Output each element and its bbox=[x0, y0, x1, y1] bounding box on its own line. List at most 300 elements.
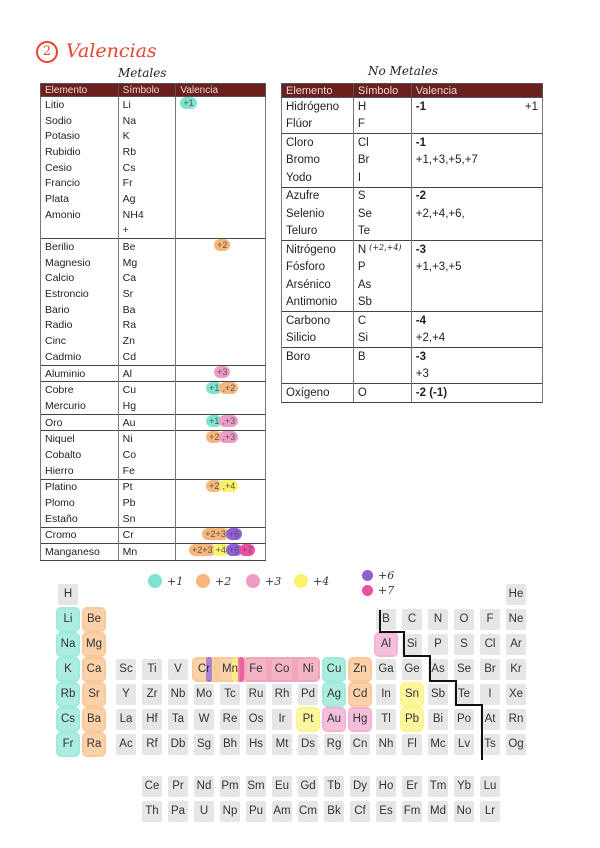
element-name: Hierro bbox=[41, 463, 119, 479]
nonmetal-row bbox=[282, 223, 543, 241]
element-cell: Ne bbox=[506, 609, 526, 630]
symbol-text: As bbox=[357, 278, 372, 291]
element-symbol: Sn bbox=[118, 511, 176, 527]
element-symbol: Na bbox=[118, 113, 176, 129]
valence-value bbox=[411, 259, 542, 277]
valence-value bbox=[411, 134, 542, 152]
element-cell: No bbox=[454, 801, 474, 822]
col-valencia: Valencia bbox=[411, 84, 542, 98]
valence-value: +3 bbox=[214, 366, 230, 378]
element-symbol: Al bbox=[118, 365, 176, 382]
element-cell: Gd bbox=[298, 776, 318, 797]
valence-text: +3 bbox=[415, 368, 429, 381]
element-cell: Bh bbox=[220, 734, 240, 755]
element-symbol bbox=[353, 241, 411, 259]
element-cell: Es bbox=[376, 801, 396, 822]
valence-cell bbox=[176, 365, 266, 382]
element-name: Radio bbox=[41, 318, 119, 334]
element-cell: Th bbox=[142, 801, 162, 822]
metals-subtitle: Metales bbox=[118, 66, 167, 80]
element-cell: Cs bbox=[58, 709, 78, 730]
element-cell: Rn bbox=[506, 709, 526, 730]
valence-text: -4 bbox=[415, 314, 427, 327]
element-name: Oro bbox=[41, 414, 119, 431]
element-symbol: Pt bbox=[118, 479, 176, 495]
symbol-text: O bbox=[357, 386, 367, 399]
element-name: Arsénico bbox=[282, 276, 354, 294]
valence-text: +1,+3,+5 bbox=[415, 261, 462, 274]
element-cell: Mo bbox=[194, 684, 214, 705]
element-cell: Pr bbox=[168, 776, 188, 797]
element-cell: Ag bbox=[324, 684, 344, 705]
valence-value bbox=[411, 169, 542, 187]
element-cell: Ce bbox=[142, 776, 162, 797]
element-cell: Fr bbox=[58, 734, 78, 755]
element-symbol bbox=[353, 366, 411, 384]
element-cell: Pm bbox=[220, 776, 240, 797]
element-cell: Cr bbox=[194, 659, 214, 680]
element-cell: Fm bbox=[402, 801, 422, 822]
valence-value: ,+3 bbox=[219, 415, 238, 427]
element-cell: Pt bbox=[298, 709, 318, 730]
valence-text: -2 (-1) bbox=[415, 386, 448, 399]
nonmetal-row bbox=[282, 259, 543, 277]
symbol-text: B bbox=[357, 350, 366, 363]
element-cell: Ge bbox=[402, 659, 422, 680]
legend-label: +6 bbox=[378, 569, 395, 582]
valence-value bbox=[411, 187, 542, 205]
element-cell: Tb bbox=[324, 776, 344, 797]
element-cell: B bbox=[376, 609, 396, 630]
element-name: Fósforo bbox=[282, 259, 354, 277]
symbol-text: I bbox=[357, 171, 362, 184]
element-symbol: Zn bbox=[118, 333, 176, 349]
valence-value bbox=[411, 241, 542, 259]
symbol-note: (+2,+4) bbox=[369, 243, 402, 253]
legend-swatch bbox=[148, 574, 162, 588]
valence-value: +6 bbox=[226, 544, 242, 556]
element-cell: As bbox=[428, 659, 448, 680]
element-symbol: Pb bbox=[118, 495, 176, 511]
element-cell: Co bbox=[272, 659, 292, 680]
symbol-text: H bbox=[357, 100, 367, 113]
element-cell: Lu bbox=[480, 776, 500, 797]
metal-row bbox=[41, 365, 266, 382]
element-name: Antimonio bbox=[282, 294, 354, 312]
element-symbol: Fr bbox=[118, 175, 176, 191]
element-cell: Si bbox=[402, 634, 422, 655]
element-cell: Kr bbox=[506, 659, 526, 680]
element-symbol: Cr bbox=[118, 527, 176, 544]
element-cell: Tc bbox=[220, 684, 240, 705]
element-cell: Cm bbox=[298, 801, 318, 822]
nonmetal-row bbox=[282, 187, 543, 205]
element-symbol: Fe bbox=[118, 463, 176, 479]
element-symbol bbox=[353, 384, 411, 403]
valence-cell bbox=[176, 544, 266, 561]
element-cell: Eu bbox=[272, 776, 292, 797]
nonmetal-row bbox=[282, 330, 543, 348]
metal-row bbox=[41, 239, 266, 255]
element-cell: Pa bbox=[168, 801, 188, 822]
element-symbol bbox=[353, 294, 411, 312]
element-cell: Md bbox=[428, 801, 448, 822]
legend-item bbox=[294, 574, 329, 588]
element-cell: Ti bbox=[142, 659, 162, 680]
element-cell: Cd bbox=[350, 684, 370, 705]
element-name: Litio bbox=[41, 97, 119, 113]
element-cell: Fl bbox=[402, 734, 422, 755]
element-cell: Cf bbox=[350, 801, 370, 822]
element-symbol bbox=[353, 169, 411, 187]
element-cell: Te bbox=[454, 684, 474, 705]
legend-item bbox=[196, 574, 231, 588]
nonmetal-row bbox=[282, 169, 543, 187]
element-cell: Zn bbox=[350, 659, 370, 680]
element-name: Carbono bbox=[282, 312, 354, 330]
symbol-text: F bbox=[357, 118, 365, 131]
valence-value bbox=[411, 116, 542, 134]
element-cell: W bbox=[194, 709, 214, 730]
nonmetals-table bbox=[281, 83, 543, 403]
element-cell: Cu bbox=[324, 659, 344, 680]
valence-value: +2+3 bbox=[202, 528, 229, 540]
valence-value bbox=[411, 152, 542, 170]
element-cell: Pb bbox=[402, 709, 422, 730]
element-symbol: Li bbox=[118, 97, 176, 113]
element-cell: Np bbox=[220, 801, 240, 822]
element-symbol: Cs bbox=[118, 160, 176, 176]
element-cell: Mc bbox=[428, 734, 448, 755]
nonmetal-row bbox=[282, 276, 543, 294]
col-valencia: Valencia bbox=[176, 84, 266, 97]
element-symbol bbox=[353, 348, 411, 366]
nonmetal-row bbox=[282, 134, 543, 152]
valence-cell bbox=[176, 239, 266, 366]
nonmetal-row bbox=[282, 294, 543, 312]
valence-cell bbox=[176, 431, 266, 479]
valence-value bbox=[411, 205, 542, 223]
element-name: Niquel bbox=[41, 431, 119, 447]
element-cell: Ta bbox=[168, 709, 188, 730]
element-cell: Nd bbox=[194, 776, 214, 797]
element-cell: Po bbox=[454, 709, 474, 730]
element-cell: Tl bbox=[376, 709, 396, 730]
element-name: Cloro bbox=[282, 134, 354, 152]
legend-label: +7 bbox=[378, 584, 395, 597]
element-name bbox=[41, 223, 119, 239]
element-symbol: Ca bbox=[118, 271, 176, 287]
element-symbol: Mn bbox=[118, 544, 176, 561]
element-cell: Rb bbox=[58, 684, 78, 705]
element-cell: Ni bbox=[298, 659, 318, 680]
element-symbol: NH4 bbox=[118, 207, 176, 223]
element-name: Rubidio bbox=[41, 144, 119, 160]
valence-value: +4 bbox=[213, 544, 229, 556]
metal-row bbox=[41, 527, 266, 544]
element-symbol bbox=[353, 187, 411, 205]
valence-value bbox=[411, 366, 542, 384]
symbol-text: Si bbox=[357, 332, 369, 345]
element-name: Selenio bbox=[282, 205, 354, 223]
element-symbol bbox=[353, 98, 411, 116]
element-name: Mercurio bbox=[41, 398, 119, 414]
element-cell: Lv bbox=[454, 734, 474, 755]
symbol-text: Cl bbox=[357, 136, 369, 149]
element-cell: Ac bbox=[116, 734, 136, 755]
metals-table bbox=[40, 83, 266, 561]
element-cell: Be bbox=[84, 609, 104, 630]
element-symbol bbox=[353, 152, 411, 170]
symbol-text: Br bbox=[357, 154, 370, 167]
element-name: Calcio bbox=[41, 271, 119, 287]
element-name: Potasio bbox=[41, 128, 119, 144]
element-cell: Ar bbox=[506, 634, 526, 655]
element-cell: Mn bbox=[220, 659, 240, 680]
element-cell: Sr bbox=[84, 684, 104, 705]
element-name: Plomo bbox=[41, 495, 119, 511]
element-cell: La bbox=[116, 709, 136, 730]
valence-cell bbox=[176, 527, 266, 544]
element-name bbox=[282, 366, 354, 384]
valence-value bbox=[411, 98, 542, 116]
symbol-text: S bbox=[357, 190, 366, 203]
element-cell: Rh bbox=[272, 684, 292, 705]
legend-item bbox=[362, 569, 394, 582]
legend-label: +4 bbox=[313, 574, 330, 588]
nonmetal-row bbox=[282, 116, 543, 134]
element-name: Hidrógeno bbox=[282, 98, 354, 116]
legend-label: +1 bbox=[167, 574, 184, 588]
valence-value: ,+4 bbox=[219, 480, 238, 492]
element-cell: Rf bbox=[142, 734, 162, 755]
element-cell: Yb bbox=[454, 776, 474, 797]
element-name: Estroncio bbox=[41, 286, 119, 302]
element-cell: Dy bbox=[350, 776, 370, 797]
element-cell: Db bbox=[168, 734, 188, 755]
element-cell: Na bbox=[58, 634, 78, 655]
legend-swatch bbox=[294, 574, 308, 588]
element-symbol: Sr bbox=[118, 286, 176, 302]
nonmetals-subtitle: No Metales bbox=[368, 64, 439, 78]
valence-value bbox=[411, 223, 542, 241]
element-cell: Nh bbox=[376, 734, 396, 755]
metal-row bbox=[41, 431, 266, 447]
element-name: Boro bbox=[282, 348, 354, 366]
element-symbol: Ni bbox=[118, 431, 176, 447]
valence-text: -3 bbox=[415, 243, 427, 256]
element-cell: Bi bbox=[428, 709, 448, 730]
element-cell: Sg bbox=[194, 734, 214, 755]
element-name: Nitrógeno bbox=[282, 241, 354, 259]
legend-swatch bbox=[196, 574, 210, 588]
valence-text: -2 bbox=[415, 190, 427, 203]
metal-row bbox=[41, 382, 266, 398]
element-symbol bbox=[353, 259, 411, 277]
element-name: Estaño bbox=[41, 511, 119, 527]
valence-value: ,+2 bbox=[219, 382, 238, 394]
col-elemento: Elemento bbox=[282, 84, 354, 98]
element-cell: Am bbox=[272, 801, 292, 822]
element-cell: Hs bbox=[246, 734, 266, 755]
title-text: Valencias bbox=[66, 40, 157, 62]
element-cell: Sn bbox=[402, 684, 422, 705]
legend-label: +3 bbox=[265, 574, 282, 588]
valence-text: -1 bbox=[415, 136, 427, 149]
nonmetal-row bbox=[282, 366, 543, 384]
valence-cell bbox=[176, 479, 266, 527]
valence-cell bbox=[176, 382, 266, 414]
nonmetal-row bbox=[282, 241, 543, 259]
element-cell: Og bbox=[506, 734, 526, 755]
element-symbol: Cu bbox=[118, 382, 176, 398]
element-name: Bario bbox=[41, 302, 119, 318]
element-cell: Nb bbox=[168, 684, 188, 705]
valence-extra: +1 bbox=[524, 100, 538, 113]
section-number: 2 bbox=[36, 41, 58, 63]
element-symbol bbox=[353, 330, 411, 348]
legend-item bbox=[246, 574, 281, 588]
element-cell: Ir bbox=[272, 709, 292, 730]
col-simbolo: Símbolo bbox=[353, 84, 411, 98]
element-name: Teluro bbox=[282, 223, 354, 241]
element-name: Cesio bbox=[41, 160, 119, 176]
element-cell: U bbox=[194, 801, 214, 822]
element-cell: He bbox=[506, 584, 526, 605]
element-cell: Cn bbox=[350, 734, 370, 755]
legend-swatch bbox=[246, 574, 260, 588]
element-symbol: Ba bbox=[118, 302, 176, 318]
element-symbol bbox=[353, 116, 411, 134]
element-cell: Ru bbox=[246, 684, 266, 705]
element-symbol bbox=[353, 223, 411, 241]
element-cell: Mt bbox=[272, 734, 292, 755]
metal-row bbox=[41, 544, 266, 561]
element-cell: Al bbox=[376, 634, 396, 655]
element-cell: O bbox=[454, 609, 474, 630]
element-cell: Rg bbox=[324, 734, 344, 755]
valence-value bbox=[411, 330, 542, 348]
element-name: Cromo bbox=[41, 527, 119, 544]
symbol-text: Te bbox=[357, 225, 371, 238]
element-cell: Se bbox=[454, 659, 474, 680]
element-cell: Re bbox=[220, 709, 240, 730]
element-symbol: Cd bbox=[118, 349, 176, 365]
element-symbol: Be bbox=[118, 239, 176, 255]
element-name: Cinc bbox=[41, 333, 119, 349]
element-name: Berilio bbox=[41, 239, 119, 255]
element-name: Silicio bbox=[282, 330, 354, 348]
valence-text: -1 bbox=[415, 100, 427, 113]
symbol-text: Se bbox=[357, 207, 372, 220]
element-name: Manganeso bbox=[41, 544, 119, 561]
symbol-text: P bbox=[357, 261, 366, 274]
element-symbol bbox=[353, 312, 411, 330]
element-name: Yodo bbox=[282, 169, 354, 187]
symbol-text: Sb bbox=[357, 296, 372, 309]
element-cell: Pu bbox=[246, 801, 266, 822]
element-symbol: + bbox=[118, 223, 176, 239]
legend-swatch bbox=[362, 585, 373, 596]
valence-value: +2 bbox=[206, 431, 222, 443]
legend-label: +2 bbox=[215, 574, 232, 588]
element-cell: Pd bbox=[298, 684, 318, 705]
element-cell: Mg bbox=[84, 634, 104, 655]
element-cell: Fe bbox=[246, 659, 266, 680]
element-cell: Br bbox=[480, 659, 500, 680]
element-cell: Au bbox=[324, 709, 344, 730]
valence-value: +6 bbox=[226, 528, 242, 540]
valence-text: -3 bbox=[415, 350, 427, 363]
symbol-text: N bbox=[357, 244, 367, 257]
element-name: Aluminio bbox=[41, 365, 119, 382]
element-cell: Ga bbox=[376, 659, 396, 680]
col-simbolo: Símbolo bbox=[118, 84, 176, 97]
element-cell: N bbox=[428, 609, 448, 630]
valence-value: ,+3 bbox=[219, 431, 238, 443]
nonmetal-row bbox=[282, 384, 543, 403]
element-cell: Zr bbox=[142, 684, 162, 705]
element-cell: In bbox=[376, 684, 396, 705]
nonmetal-row bbox=[282, 348, 543, 366]
valence-text: +2,+4,+6, bbox=[415, 207, 465, 220]
valence-cell bbox=[176, 97, 266, 239]
element-cell: Hg bbox=[350, 709, 370, 730]
element-symbol: Mg bbox=[118, 255, 176, 271]
element-cell: Ts bbox=[480, 734, 500, 755]
element-symbol: Rb bbox=[118, 144, 176, 160]
valence-text: +1,+3,+5,+7 bbox=[415, 154, 478, 167]
element-symbol bbox=[353, 134, 411, 152]
element-cell: Sm bbox=[246, 776, 266, 797]
element-cell: Bk bbox=[324, 801, 344, 822]
valence-value: +1 bbox=[206, 415, 222, 427]
element-cell: H bbox=[58, 584, 78, 605]
element-name: Cobalto bbox=[41, 447, 119, 463]
element-cell: S bbox=[454, 634, 474, 655]
valence-cell bbox=[176, 414, 266, 431]
element-cell: Ds bbox=[298, 734, 318, 755]
valence-value: +1 bbox=[206, 382, 222, 394]
valence-value: +1 bbox=[180, 97, 196, 109]
element-cell: V bbox=[168, 659, 188, 680]
element-name: Plata bbox=[41, 191, 119, 207]
element-cell: Lr bbox=[480, 801, 500, 822]
element-cell: Ra bbox=[84, 734, 104, 755]
metal-row bbox=[41, 479, 266, 495]
element-symbol: Co bbox=[118, 447, 176, 463]
valence-value bbox=[411, 312, 542, 330]
element-cell: C bbox=[402, 609, 422, 630]
valence-value bbox=[411, 276, 542, 294]
metal-row bbox=[41, 97, 266, 113]
page-title bbox=[36, 40, 157, 63]
metal-row bbox=[41, 414, 266, 431]
element-cell: Xe bbox=[506, 684, 526, 705]
element-name: Magnesio bbox=[41, 255, 119, 271]
element-cell: Os bbox=[246, 709, 266, 730]
valence-value: +2+3 bbox=[189, 544, 216, 556]
nonmetal-row bbox=[282, 312, 543, 330]
element-cell: Hf bbox=[142, 709, 162, 730]
element-name: Platino bbox=[41, 479, 119, 495]
element-name: Cobre bbox=[41, 382, 119, 398]
element-cell: Ho bbox=[376, 776, 396, 797]
element-symbol: Ag bbox=[118, 191, 176, 207]
valence-value bbox=[411, 294, 542, 312]
legend-item bbox=[362, 584, 394, 597]
element-cell: Tm bbox=[428, 776, 448, 797]
